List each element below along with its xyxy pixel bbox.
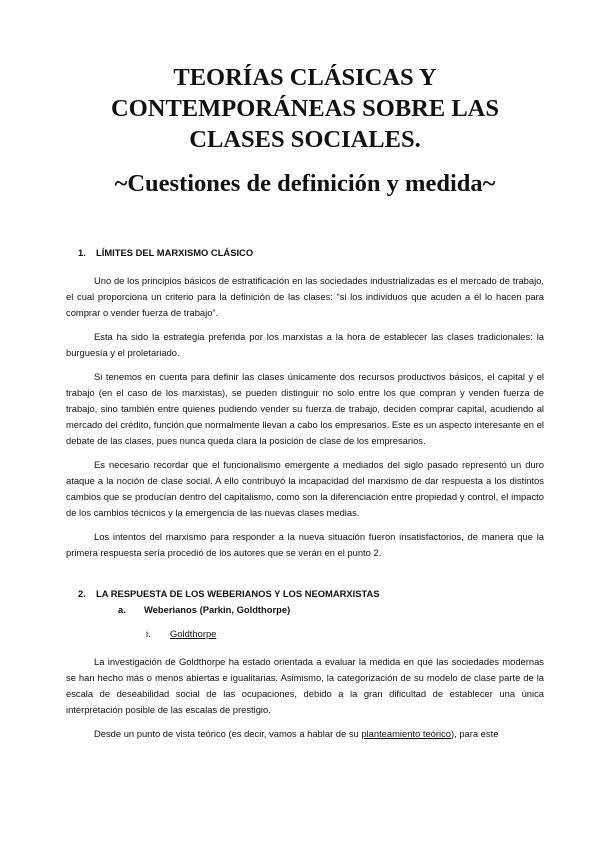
- section-1-paragraph-4: Es necesario recordar que el funcionalismo emergente a mediados del siglo pasado representó un duro ataque a la noción de clase social. A ello contribuyó la incapacidad del marxismo de dar respuesta a los distintos cambios que se producían dentro del capitalismo, como son la diferenciación entre propiedad y control, el impacto de los cambios técnicos y la emergencia de las nuevas clases medias.: [66, 459, 544, 518]
- paragraph-2-text-end: ), para este: [450, 728, 499, 739]
- document-title: TEORÍAS CLÁSICAS Y CONTEMPORÁNEAS SOBRE LAS CLASES SOCIALES.: [111, 64, 499, 153]
- subsection-a-heading: [66, 602, 544, 618]
- document-subtitle: ~Cuestiones de definición y medida~: [114, 170, 496, 197]
- section-1-number: 1.: [78, 247, 86, 258]
- section-2-number: 2.: [78, 588, 86, 599]
- document-body: [66, 245, 544, 742]
- section-2-paragraph-2: [66, 726, 544, 742]
- section-2-title: LA RESPUESTA DE LOS WEBERIANOS Y LOS NEOMARXISTAS: [96, 588, 380, 599]
- section-1-paragraph-3: Si tenemos en cuenta para definir las clases únicamente dos recursos productivos básicos, el capital y el trabajo (en el caso de los marxistas), se pueden distinguir no solo entre los que compran y venden fuerza de trabajo, sino también entre quienes pudiendo vender su fuerza de trabajo, deciden comprar capital, acudiendo al mercado del crédito, función que normalmente llevan a cabo los empresarios. Este es un aspecto interesante en el debate de las clases, pues nunca queda clara la posición de clase de los empresarios.: [66, 371, 544, 446]
- section-1-heading: [66, 245, 544, 261]
- subsection-a-title: Weberianos (Parkin, Goldthorpe): [144, 604, 291, 615]
- section-2-paragraph-1: La investigación de Goldthorpe ha estado orientada a evaluar la medida en que las sociedades modernas se han hecho más o menos abiertas e igualitarias. Asimismo, la categorización de su modelo de clase parte de la escala de deseabilidad social de las ocupaciones, debido a la gran dificultad de establecer una única interpretación posible de las escalas de prestigio.: [66, 656, 544, 715]
- section-2-heading: [66, 586, 544, 602]
- paragraph-2-text-start: Desde un punto de vista teórico (es decir, vamos a hablar de su: [94, 728, 362, 739]
- subsection-a-number: a.: [118, 604, 126, 615]
- section-1-paragraph-1: Uno de los principios básicos de estratificación en las sociedades industrializadas es el mercado de trabajo, el cual proporciona un criterio para la definición de las clases: “si los individuos que acuden a él lo hacen para comprar o vender fuerza de trabajo”.: [66, 275, 544, 318]
- section-1-title: LÍMITES DEL MARXISMO CLÁSICO: [96, 247, 254, 258]
- section-1-paragraph-5: Los intentos del marxismo para responder a la nueva situación fueron insatisfactorios, de manera que la primera respuesta sería procedió de los autores que se verán en el punto 2.: [66, 531, 544, 558]
- subsection-i-title: Goldthorpe: [170, 628, 217, 639]
- planteamiento-teorico-link: planteamiento teórico: [361, 728, 451, 739]
- subsection-i-number: i.: [146, 628, 151, 639]
- section-1-paragraph-2: Esta ha sido la estrategia preferida por los marxistas a la hora de establecer las clases tradicionales: la burguesía y el proletariado.: [66, 331, 544, 358]
- subsection-i-heading: [66, 626, 544, 642]
